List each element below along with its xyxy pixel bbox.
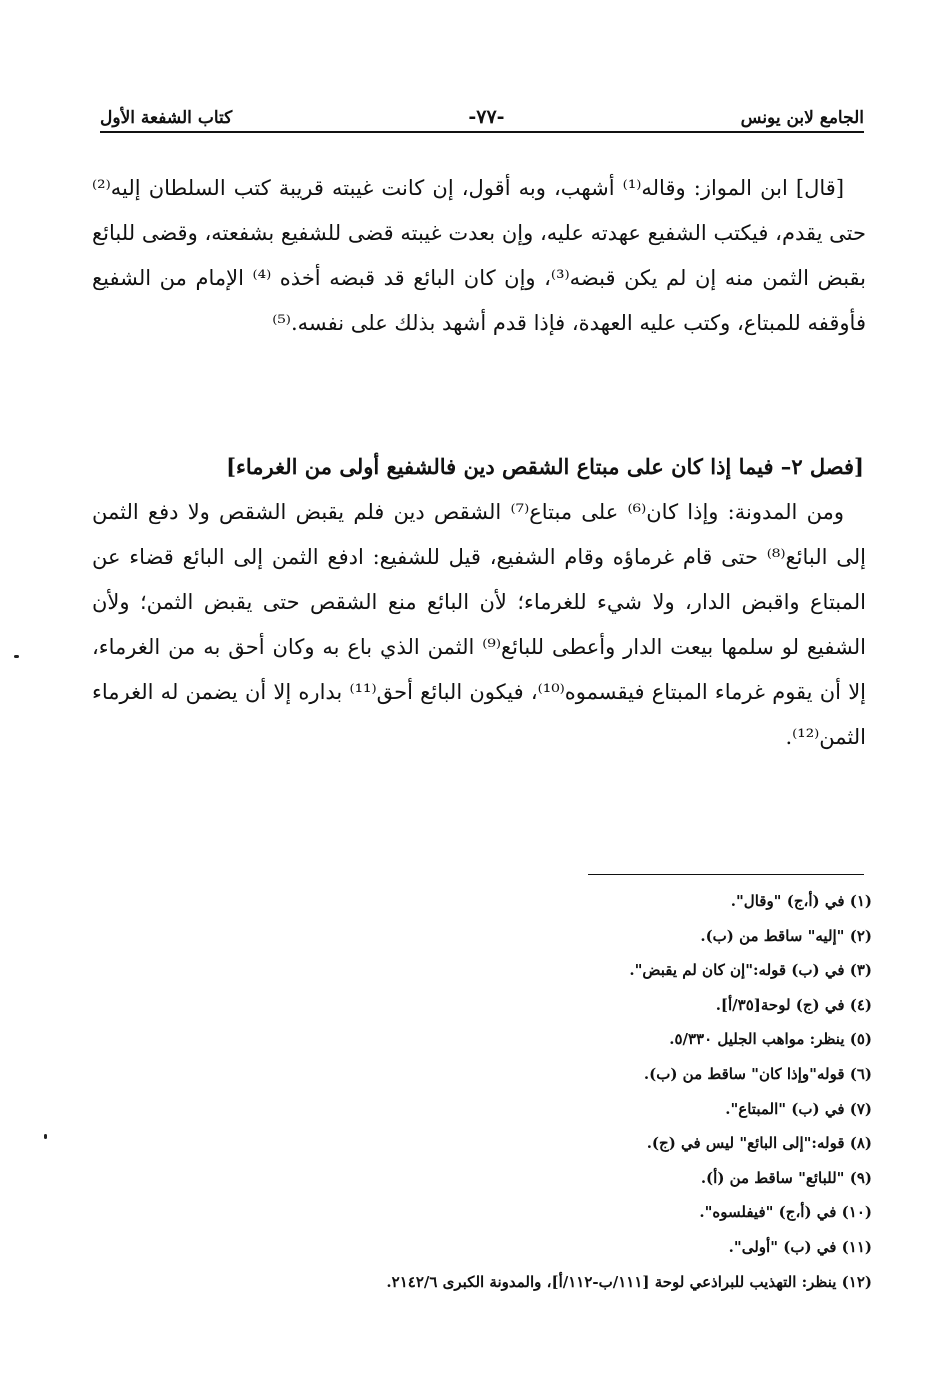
footnote: (١١) في (ب) "أولى". — [728, 1237, 872, 1256]
footnote-rule — [588, 874, 864, 875]
footnote: (٥) ينظر: مواهب الجليل ٥/٣٣٠. — [669, 1030, 872, 1049]
footnote: (٨) قوله:"إلى البائع" ليس في (ج). — [646, 1134, 872, 1153]
footnote: (١) في (أ،ج) "وقال". — [730, 892, 872, 910]
paragraph-1-text: [قال] ابن المواز: وقاله⁽¹⁾ أشهب، وبه أقول، إن كانت غيبته قريبة كتب السلطان إليه⁽²⁾ حتى يقدم، فيكتب الشفيع عهدته عليه، وإن بعدت غيبته قضى للشفيع بشفعته، وقضى للبائع بقبض الثمن منه إن لم يكن قبضه⁽³⁾، وإن كان البائع قد قبضه أخذه ⁽⁴⁾ الإمام من الشفيع فأوقفه للمبتاع، وكتب عليه العهدة، فإذا قدم أشهد بذلك على نفسه.⁽⁵⁾ — [92, 176, 867, 335]
footnote: (٦) قوله"وإذا كان" ساقط من (ب). — [643, 1064, 872, 1083]
header-chapter-title: كتاب الشفعة الأول — [100, 108, 233, 128]
footnote: (٤) في (ج) لوحة[٣٥/أ]. — [715, 995, 872, 1014]
footnote: (١٠) في (أ،ج) "فيفلسوه". — [699, 1203, 872, 1222]
paragraph-2 — [92, 490, 866, 760]
footnotes-list — [152, 884, 872, 1299]
footnote: (٧) في (ب) "المبتاع". — [725, 1099, 872, 1118]
footnote: (٩) "للبائع" ساقط من (أ). — [700, 1168, 872, 1187]
footnote: (٢) "إليه" ساقط من (ب). — [700, 926, 872, 945]
footnote: (١٢) ينظر: التهذيب للبراذعي لوحة [١١١/ب-١١٢/أ]، والمدونة الكبرى ٢١٤٢/٦. — [386, 1272, 872, 1291]
scan-speck — [44, 1134, 47, 1139]
header-book-title: الجامع لابن يونس — [740, 108, 864, 128]
footnote: (٣) في (ب) قوله:"إن كان لم يقبض". — [629, 961, 872, 980]
running-header — [100, 98, 864, 128]
scan-speck — [14, 655, 19, 658]
page-number: -٧٧- — [468, 106, 505, 128]
paragraph-2-text: ومن المدونة: وإذا كان⁽⁶⁾ على مبتاع⁽⁷⁾ الشقص دين فلم يقبض الشقص ولا دفع الثمن إلى البائع⁽⁸⁾ حتى قام غرماؤه وقام الشفيع، قيل للشفيع: ادفع الثمن إلى البائع قضاء عن المبتاع واقبض الدار، ولا شيء للغرماء؛ لأن البائع منع الشقص حتى يقبض الثمن؛ ولأن الشفيع لو سلمها بيعت الدار وأعطى للبائع⁽⁹⁾ الثمن الذي باع به وكان أحق به من الغرماء، إلا أن يقوم غرماء المبتاع فيقسموه⁽¹⁰⁾، فيكون البائع أحق⁽¹¹⁾ بداره إلا أن يضمن له الغرماء الثمن⁽¹²⁾. — [92, 500, 867, 749]
section-heading: [فصل ٢– فيما إذا كان على مبتاع الشقص دين فالشفيع أولى من الغرماء] — [226, 454, 864, 479]
paragraph-1 — [92, 166, 866, 346]
header-rule — [100, 131, 864, 133]
